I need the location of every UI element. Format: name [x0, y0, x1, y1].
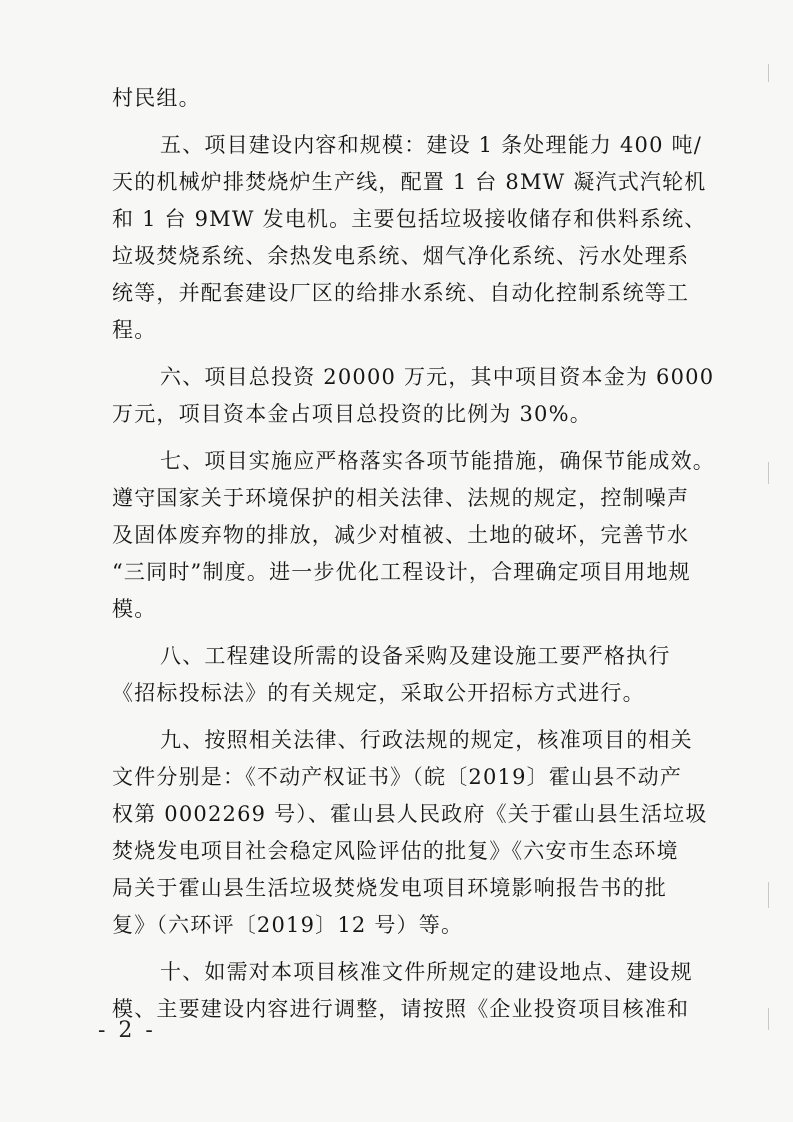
- paragraph-p-item5: [112, 127, 707, 349]
- text-line: 文件分别是：《不动产权证书》（皖〔2019〕霍山县不动产: [112, 765, 683, 789]
- text-line: 万元，项目资本金占项目总投资的比例为 30%。: [112, 402, 592, 426]
- paragraph-p-item8: [112, 638, 684, 712]
- scan-edge-mark: [768, 882, 769, 908]
- text-line: 六、项目总投资 20000 万元，其中项目资本金为 6000: [160, 365, 715, 389]
- paragraph-p-item6: [112, 359, 715, 433]
- paragraph-gap: [112, 628, 684, 638]
- text-line: 程。: [112, 318, 157, 342]
- text-line: 村民组。: [112, 86, 201, 110]
- text-line: 垃圾焚烧系统、余热发电系统、烟气净化系统、污水处理系: [112, 244, 690, 268]
- paragraph-p-item7: [112, 443, 715, 628]
- text-line: 十、如需对本项目核准文件所规定的建设地点、建设规: [160, 960, 693, 984]
- text-line: 模。: [112, 597, 157, 621]
- paragraph-gap: [112, 944, 684, 954]
- text-line: 权第 0002269 号）、霍山县人民政府《关于霍山县生活垃圾: [112, 802, 708, 826]
- text-line: 八、工程建设所需的设备采购及建设施工要严格执行: [160, 644, 671, 668]
- paragraph-gap: [112, 712, 684, 722]
- text-line: 五、项目建设内容和规模：建设 1 条处理能力 400 吨/: [160, 133, 703, 157]
- text-line: 七、项目实施应严格落实各项节能措施，确保节能成效。: [160, 449, 715, 473]
- text-line: 和 1 台 9MW 发电机。主要包括垃圾接收储存和供料系统、: [112, 207, 707, 231]
- paragraph-gap: [112, 349, 684, 359]
- document-body: [112, 80, 715, 1028]
- text-line: 及固体废弃物的排放，减少对植被、土地的破坏，完善节水: [112, 523, 690, 547]
- paragraph-gap: [112, 117, 684, 127]
- text-line: 九、按照相关法律、行政法规的规定，核准项目的相关: [160, 728, 693, 752]
- scan-edge-mark: [768, 64, 769, 82]
- text-line: 统等，并配套建设厂区的给排水系统、自动化控制系统等工: [112, 281, 690, 305]
- text-line: 天的机械炉排焚烧炉生产线，配置 1 台 8MW 凝汽式汽轮机: [112, 170, 707, 194]
- paragraph-p-item9: [112, 722, 708, 944]
- text-line: 焚烧发电项目社会稳定风险评估的批复》《六安市生态环境: [112, 839, 679, 863]
- scan-edge-mark: [768, 462, 769, 484]
- text-line: 模、主要建设内容进行调整，请按照《企业投资项目核准和: [112, 997, 690, 1021]
- text-line: 局关于霍山县生活垃圾焚烧发电项目环境影响报告书的批: [112, 876, 667, 900]
- text-line: 遵守国家关于环境保护的相关法律、法规的规定，控制噪声: [112, 486, 690, 510]
- text-line: 《招标投标法》的有关规定，采取公开招标方式进行。: [112, 681, 645, 705]
- scan-edge-mark: [768, 1008, 769, 1030]
- text-line: “三同时”制度。进一步优化工程设计，合理确定项目用地规: [112, 560, 691, 584]
- text-line: 复》（六环评〔2019〕12 号）等。: [112, 913, 464, 937]
- paragraph-p-village: [112, 80, 684, 117]
- paragraph-p-item10: [112, 954, 693, 1028]
- paragraph-gap: [112, 433, 684, 443]
- page-number: - 2 -: [98, 1018, 156, 1043]
